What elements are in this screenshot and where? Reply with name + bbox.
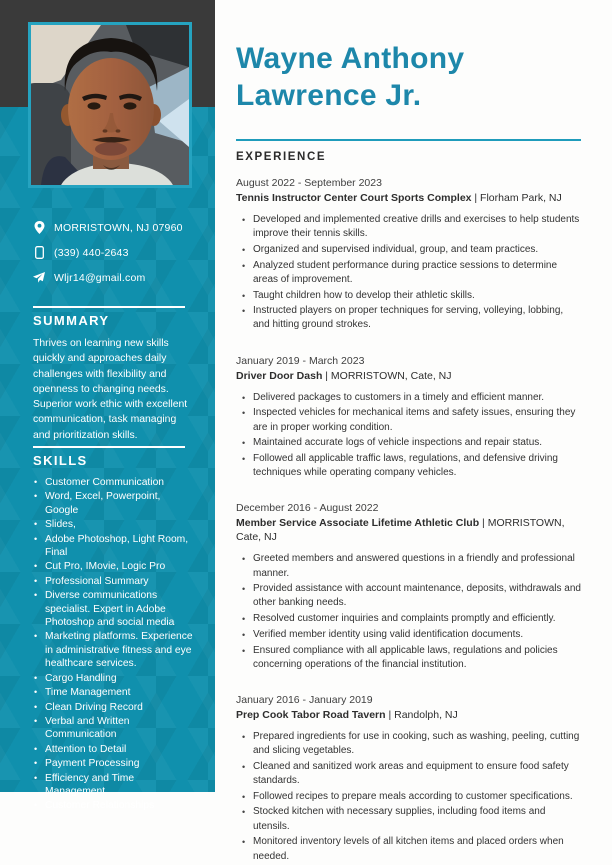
- list-item: • Time Management: [33, 686, 196, 699]
- job-title: Member Service Associate Lifetime Athletic Club: [236, 517, 480, 530]
- send-paper-plane-icon: [33, 271, 45, 284]
- job-bullets: [236, 213, 582, 333]
- list-item: • Cleaned and sanitized work areas and equipment to ensure food safety standards.: [242, 760, 582, 788]
- job-bullets: [236, 552, 582, 672]
- job-title-line: [236, 191, 582, 205]
- list-item: • Adobe Photoshop, Light Room, Final: [33, 533, 196, 560]
- list-item: • Taught children how to develop their athletic skills.: [242, 289, 582, 303]
- job-dates: December 2016 - August 2022: [236, 502, 379, 515]
- skills-divider: [33, 446, 185, 448]
- list-item: • Efficiency and Time Management: [33, 772, 196, 799]
- list-item: • Resolved customer inquiries and complaints promptly and efficiently.: [242, 612, 582, 626]
- name-line2: Lawrence Jr.: [236, 79, 422, 112]
- list-item: • Developed and implemented creative drills and exercises to help students improve their tennis skills.: [242, 213, 582, 241]
- skills-heading: SKILLS: [33, 453, 88, 468]
- job-title-line: [236, 516, 582, 544]
- list-item: • Provided assistance with account maintenance, deposits, withdrawals and other banking needs.: [242, 582, 582, 610]
- list-item: • Stocked kitchen with necessary supplies, including food items and utensils.: [242, 805, 582, 833]
- contact-location: [33, 221, 205, 234]
- job-title-line: [236, 708, 582, 722]
- job-title: Tennis Instructor Center Court Sports Complex: [236, 192, 472, 204]
- profile-photo: [28, 22, 192, 188]
- mobile-phone-icon: [33, 246, 45, 259]
- skills-section: [33, 453, 196, 814]
- list-item: • Analyzed student performance during practice sessions to determine areas of improvement.: [242, 259, 582, 287]
- job-entry: [236, 501, 582, 672]
- summary-section: [33, 313, 196, 443]
- job-title: Prep Cook Tabor Road Tavern: [236, 708, 386, 721]
- job-entry: [236, 354, 582, 481]
- job-title: Driver Door Dash: [236, 369, 323, 382]
- list-item: • Cut Pro, IMovie, Logic Pro: [33, 560, 196, 573]
- list-item: • Attention to Detail: [33, 743, 196, 756]
- list-item: • Customer Relationships: [33, 799, 196, 812]
- list-item: • Prepared ingredients for use in cooking, such as washing, peeling, cutting and slicing vegetables.: [242, 730, 582, 758]
- list-item: • Professional Summary: [33, 575, 196, 588]
- job-location: | MORRISTOWN, Cate, NJ: [236, 517, 565, 544]
- contact-email-text: Wljr14@gmail.com: [54, 271, 146, 284]
- job-location: | Florham Park, NJ: [471, 192, 562, 204]
- list-item: • Instructed players on proper techniques for serving, volleying, lobbing, and hitting ground strokes.: [242, 304, 582, 332]
- list-item: • Payment Processing: [33, 757, 196, 770]
- list-item: • Followed all applicable traffic laws, regulations, and defensive driving techniques while operating company vehicles.: [242, 452, 582, 480]
- contact-email: [33, 271, 205, 284]
- list-item: • Marketing platforms. Experience in administrative fitness and eye healthcare services.: [33, 630, 196, 670]
- job-dates: January 2019 - March 2023: [236, 354, 365, 367]
- list-item: • Monitored inventory levels of all kitchen items and placed orders when needed.: [242, 835, 582, 863]
- summary-divider: [33, 306, 185, 308]
- job-title-line: [236, 369, 582, 383]
- list-item: • Organized and supervised individual, group, and team practices.: [242, 243, 582, 257]
- contact-phone-text: (339) 440-2643: [54, 246, 129, 259]
- contact-location-text: MORRISTOWN, NJ 07960: [54, 221, 183, 234]
- page-title: [236, 40, 582, 114]
- list-item: • Verified member identity using valid identification documents.: [242, 628, 582, 642]
- list-item: • Cargo Handling: [33, 672, 196, 685]
- location-pin-icon: [33, 221, 45, 234]
- list-item: • Diverse communications specialist. Expert in Adobe Photoshop and social media: [33, 589, 196, 629]
- skills-list: [33, 476, 196, 813]
- list-item: • Ensured compliance with all applicable laws, regulations and policies concerning operations of the financial institution.: [242, 644, 582, 672]
- job-location: | Randolph, NJ: [385, 708, 458, 721]
- summary-heading: SUMMARY: [33, 313, 110, 328]
- job-bullets: [236, 391, 582, 481]
- name-line1: Wayne Anthony: [236, 42, 465, 75]
- job-dates: January 2016 - January 2019: [236, 693, 373, 706]
- list-item: • Clean Driving Record: [33, 701, 196, 714]
- job-entry: [236, 176, 582, 333]
- list-item: • Verbal and Written Communication: [33, 715, 196, 742]
- portrait-illustration: [31, 25, 189, 185]
- contact-block: [33, 221, 205, 296]
- list-item: • Customer Communication: [33, 476, 196, 489]
- list-item: • Word, Excel, Powerpoint, Google: [33, 490, 196, 517]
- job-bullets: [236, 730, 582, 864]
- list-item: • Maintained accurate logs of vehicle inspections and repair status.: [242, 436, 582, 450]
- summary-text: Thrives on learning new skills quickly and approaches daily challenges with flexibility and openness to changing needs. Superior work ethic with excellent communication, task managing and prioritization skills.: [33, 338, 188, 441]
- experience-divider: [236, 139, 581, 141]
- job-location: | MORRISTOWN, Cate, NJ: [322, 369, 452, 382]
- list-item: • Slides,: [33, 518, 196, 531]
- list-item: • Followed recipes to prepare meals according to customer specifications.: [242, 790, 582, 804]
- contact-phone: [33, 246, 205, 259]
- main-column: [236, 40, 582, 865]
- experience-heading: EXPERIENCE: [236, 151, 327, 163]
- list-item: • Greeted members and answered questions in a friendly and professional manner.: [242, 552, 582, 580]
- list-item: • Delivered packages to customers in a timely and efficient manner.: [242, 391, 582, 405]
- job-entry: [236, 693, 582, 864]
- list-item: • Inspected vehicles for mechanical items and safety issues, ensuring they are in proper working condition.: [242, 406, 582, 434]
- sidebar: [0, 0, 215, 812]
- job-dates: August 2022 - September 2023: [236, 177, 382, 189]
